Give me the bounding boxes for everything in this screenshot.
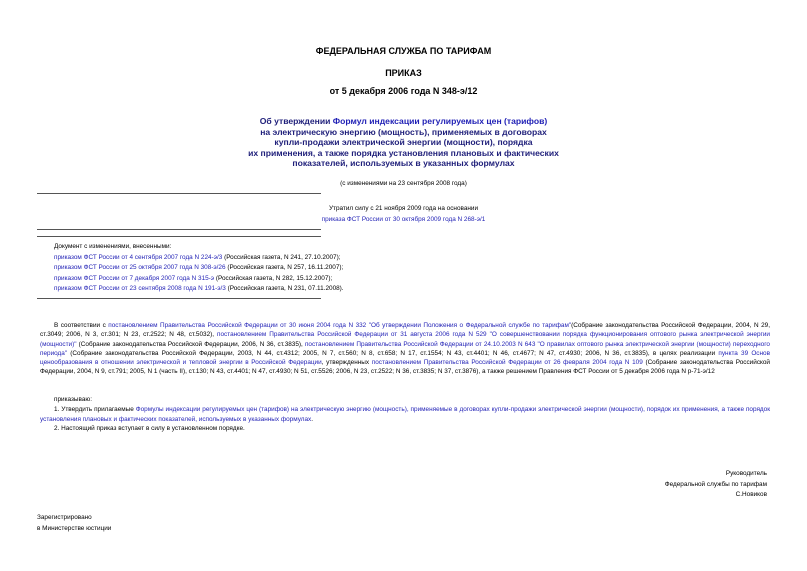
item-text: 1. Утвердить прилагаемые — [54, 406, 136, 414]
amendment-note: (с изменениями на 23 сентября 2008 года) — [340, 180, 467, 187]
preamble-text: (Собрание законодательства Российской Федерации, 2004, N 29, ст.3049; 2006, N 3, ст.301; N 23, ст.2522; N 48, ст.5032), — [40, 322, 770, 339]
list-item — [54, 253, 344, 264]
order-item-1 — [40, 405, 770, 424]
preamble-text: , утвержденных — [321, 359, 372, 367]
expired-text: Утратил силу с 21 ноября 2009 года на основании — [328, 205, 479, 212]
signature-title: Руководитель — [725, 470, 767, 477]
order-word: приказываю: — [54, 396, 92, 403]
agency-heading: ФЕДЕРАЛЬНАЯ СЛУЖБА ПО ТАРИФАМ — [315, 46, 492, 56]
title-line-4: их применения, а также порядка установления плановых и фактических — [248, 147, 559, 158]
title-line-5: показателей, используемых в указанных формулах — [292, 158, 515, 169]
signature-block — [665, 469, 767, 501]
list-item — [54, 284, 344, 295]
change-source: (Российская газета, N 241, 27.10.2007); — [222, 253, 341, 261]
title-line-3: купли-продажи электрической энергии (мощности), порядка — [274, 137, 533, 148]
preamble-text: (Собрание законодательства Российской Федерации, 2004, N 9, ст.791; 2005, N 1 (часть II), ст.130; N 43, ст.4401; N 47, ст.4930; N 51, ст.5526; 2006, N 23, ст.2522; N 36, ст.3835; N 37, ст.3876), а также решением Правления ФСТ России от 5 декабря 2006 года N р-71-э/12 — [40, 359, 771, 376]
order-section — [40, 395, 770, 433]
change-source: (Российская газета, N 282, 15.12.2007); — [214, 274, 333, 282]
change-order-link[interactable]: приказом ФСТ России от 4 сентября 2007 года N 224-э/3 — [54, 253, 223, 261]
resolution-643-link[interactable]: постановлением Правительства Российской Федерации от 24.10.2003 N 643 "О правилах оптового рынка электрической энергии (мощности) переходного периода" — [40, 340, 770, 357]
change-source: (Российская газета, N 231, 07.11.2008). — [225, 285, 344, 293]
preamble-text: В соответствии с — [54, 322, 109, 329]
change-order-link[interactable]: приказом ФСТ России от 7 декабря 2007 года N 315-э — [54, 274, 215, 282]
preamble-text: (Собрание законодательства Российской Федерации, 2003, N 44, ст.4312; 2005, N 7, ст.560; N 8, ст.658; N 17, ст.1554; N 43, ст.4401; N 46, ст.4677; N 47, ст.4930; 2006, N 36, ст.3835), в целях реализации — [67, 349, 719, 357]
title-formula-link[interactable]: Формул индексации регулируемых цен (тарифов) — [332, 116, 548, 126]
title-prefix: Об утверждении — [259, 116, 333, 126]
preamble-text: (Собрание законодательства Российской Федерации, 2006, N 36, ст.3835), — [76, 340, 305, 348]
title-line-2: на электрическую энергию (мощность), применяемых в договорах — [260, 126, 547, 137]
signature-name: С.Новиков — [735, 491, 767, 499]
registration-block — [37, 512, 111, 534]
change-order-link[interactable]: приказом ФСТ России от 25 октября 2007 года N 308-э/26 — [54, 264, 226, 272]
pricing-basics-link[interactable]: пункта 39 Основ ценообразования в отношении электрической и тепловой энергии в Российской Федерации — [40, 349, 770, 367]
divider — [37, 229, 321, 230]
item-text: . — [311, 415, 314, 423]
doc-type-heading: ПРИКАЗ — [385, 68, 422, 78]
change-order-link[interactable]: приказом ФСТ России от 23 сентября 2008 года N 191-э/3 — [54, 285, 226, 293]
formulas-link[interactable]: Формулы индексации регулируемых цен (тарифов) на электрическую энергию (мощность), применяемые в договорах купли-продажи электрической энергии (мощности), порядок их применения, а также порядок установления плановых и фактических показателей, используемых в указанных формулах — [40, 406, 770, 423]
registration-line-2: в Министерстве юстиции — [37, 525, 112, 532]
resolution-332-link[interactable]: постановлением Правительства Российской Федерации от 30 июня 2004 года N 332 "Об утверждении Положения о Федеральной службе по тарифам" — [108, 322, 572, 329]
changes-list — [54, 242, 344, 295]
document-title — [0, 116, 807, 169]
expired-order-link[interactable]: приказа ФСТ России от 30 октября 2009 года N 268-э/1 — [321, 216, 486, 223]
divider — [37, 193, 321, 194]
resolution-529-link[interactable]: постановлением Правительства Российской Федерации от 31 августа 2006 года N 529 "О совершенствовании порядка функционирования оптового рынка электрической энергии (мощности)" — [40, 331, 770, 348]
registration-line-1: Зарегистрировано — [37, 514, 92, 521]
change-source: (Российская газета, N 257, 16.11.2007); — [225, 264, 344, 272]
signature-org: Федеральной службы по тарифам — [664, 480, 767, 488]
list-item — [54, 274, 344, 285]
divider — [37, 236, 321, 237]
preamble-paragraph — [40, 321, 770, 377]
date-number-heading: от 5 декабря 2006 года N 348-э/12 — [329, 86, 478, 96]
order-item-2: 2. Настоящий приказ вступает в силу в установленном порядке. — [54, 424, 245, 432]
list-item — [54, 263, 344, 274]
resolution-109-link[interactable]: постановлением Правительства Российской Федерации от 26 февраля 2004 года N 109 — [371, 359, 643, 367]
divider — [37, 298, 321, 299]
changes-heading: Документ с изменениями, внесенными: — [54, 243, 172, 250]
